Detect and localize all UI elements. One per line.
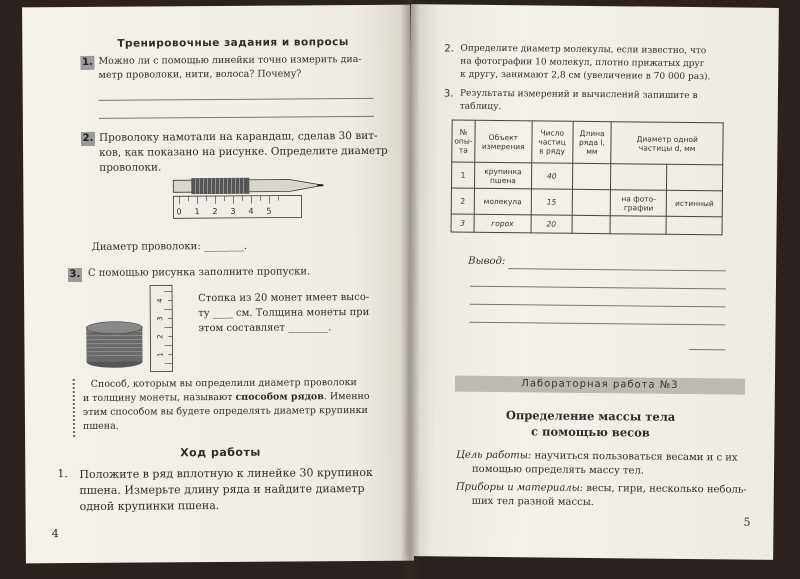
right-page-number: 5 bbox=[743, 515, 751, 529]
rq2-line-1: Определите диаметр молекулы, если известно, что bbox=[460, 43, 707, 57]
method-line-4: пшена. bbox=[82, 420, 119, 432]
q3-line-2: ту ____ см. Толщина монеты при bbox=[198, 306, 370, 320]
rq3-line-2: таблицу. bbox=[459, 101, 502, 113]
cell-row3-diameter-b[interactable] bbox=[666, 216, 722, 235]
ruler-tick-label: 3 bbox=[230, 206, 236, 216]
ruler-tick-label: 4 bbox=[248, 206, 254, 216]
cell-row1-diameter-a[interactable] bbox=[611, 164, 667, 191]
results-table bbox=[451, 120, 724, 236]
q2-line-2: ков, как показано на рисунке. Определите диаметр bbox=[99, 144, 388, 159]
left-heading: Тренировочные задания и вопросы bbox=[117, 36, 349, 50]
cell-row2-count[interactable]: 15 bbox=[531, 189, 572, 215]
q1-line-2: метр проволоки, нити, волоса? Почему? bbox=[98, 68, 302, 81]
goal-line-2: помощью определять массу тел. bbox=[471, 463, 645, 477]
step1-line-1: Положите в ряд вплотную к линейке 30 крупинок bbox=[79, 465, 373, 481]
header-cell-count: Число частиц в ряду bbox=[532, 121, 573, 163]
answer-line bbox=[99, 98, 374, 101]
q2-line-1: Проволоку намотали на карандаш, сделав 30 вит- bbox=[98, 129, 378, 144]
method-line-3: этим способом вы будете определять диаметр крупинки bbox=[82, 404, 368, 418]
goal-label: Цель работы: bbox=[456, 449, 532, 462]
step1-line-2: пшена. Измерьте длину ряда и найдите диаметр bbox=[79, 481, 365, 497]
ruler2-tick-label: 4 bbox=[156, 298, 165, 303]
cell-row2-object: молекула bbox=[474, 188, 531, 215]
ruler2-tick-label: 2 bbox=[156, 334, 165, 339]
conclusion-label: Вывод: bbox=[468, 255, 506, 268]
lab-banner: Лабораторная работа №3 bbox=[455, 376, 745, 395]
q3-line-3: этом составляет ________. bbox=[198, 322, 332, 335]
rq3-number: 3. bbox=[443, 88, 454, 100]
diameter-label: Диаметр проволоки: ________. bbox=[91, 240, 248, 253]
work-heading: Ход работы bbox=[180, 445, 261, 460]
header-cell-length: Длина ряда l, мм bbox=[572, 121, 611, 163]
method-term: способом рядов bbox=[235, 391, 324, 403]
left-page bbox=[22, 5, 414, 564]
rq3-line-1: Результаты измерений и вычислений запишите в bbox=[459, 88, 698, 102]
method-line-1: Способ, которым вы определили диаметр проволоки bbox=[90, 377, 357, 390]
cell-row2-photo: на фото- графии bbox=[611, 190, 667, 217]
cell-row1-count[interactable]: 40 bbox=[531, 163, 572, 189]
lab-title-line-2: с помощью весов bbox=[530, 424, 650, 440]
left-page-number: 4 bbox=[51, 527, 59, 541]
method-line-2: и толщину монеты, называют способом рядов. Именно bbox=[82, 390, 370, 404]
step1-number: 1. bbox=[57, 467, 68, 481]
ruler-tick-label: 0 bbox=[176, 207, 182, 217]
answer-line bbox=[99, 116, 374, 119]
cell-row1-length[interactable] bbox=[572, 163, 611, 189]
cell-row3-count[interactable]: 20 bbox=[531, 215, 572, 233]
right-page bbox=[405, 4, 779, 560]
ruler2-tick-label: 3 bbox=[156, 316, 165, 321]
q3-line-1: Стопка из 20 монет имеет высо- bbox=[198, 291, 370, 305]
cell-row2-length[interactable] bbox=[572, 189, 611, 215]
rq2-line-2: на фотографии 10 молекул, плотно прижатых друг bbox=[460, 56, 705, 70]
book-spine-shadow bbox=[400, 0, 420, 579]
cell-row3-diameter-a[interactable] bbox=[610, 216, 666, 235]
cell-row2-num: 2 bbox=[451, 188, 474, 214]
ruler-tick-label: 1 bbox=[194, 207, 200, 217]
rq2-line-3: к другу, занимают 2,8 см (увеличение в 70 000 раз). bbox=[460, 69, 711, 83]
ruler2-tick-label: 1 bbox=[156, 352, 165, 357]
q3-intro: С помощью рисунка заполните пропуски. bbox=[87, 266, 311, 279]
q1-line-1: Можно ли с помощью линейки точно измерить диа- bbox=[98, 53, 362, 67]
rq2-number: 2. bbox=[444, 43, 455, 55]
conclusion-line[interactable] bbox=[470, 322, 726, 326]
q1-number: 1. bbox=[80, 56, 94, 70]
header-cell-num: № опы- та bbox=[452, 120, 475, 162]
cell-row3-object[interactable]: горох bbox=[474, 214, 531, 233]
cell-row3-length[interactable] bbox=[572, 215, 611, 233]
conclusion-line[interactable] bbox=[470, 304, 726, 308]
coin-stack-illustration bbox=[80, 283, 191, 374]
conclusion-line[interactable] bbox=[508, 268, 726, 271]
conclusion-line[interactable] bbox=[470, 286, 726, 290]
ruler-tick-label: 5 bbox=[266, 206, 272, 216]
q2-number: 2. bbox=[81, 132, 95, 146]
step1-line-3: одной крупинки пшена. bbox=[79, 498, 220, 513]
goal-line-1: Цель работы: научиться пользоваться весами и с их bbox=[456, 449, 738, 464]
conclusion-line[interactable] bbox=[689, 349, 725, 350]
tools-label: Приборы и материалы: bbox=[455, 481, 584, 494]
cell-row3-num[interactable]: 3 bbox=[451, 214, 474, 232]
header-cell-object: Объект измерения bbox=[475, 120, 532, 163]
header-cell-diameter: Диаметр одной частицы d, мм bbox=[611, 122, 723, 165]
q3-number: 3. bbox=[68, 268, 82, 282]
cell-row1-object: крупинка пшена bbox=[474, 162, 531, 189]
cell-row1-diameter-b[interactable] bbox=[667, 164, 723, 191]
tools-line-2: ших тел разной массы. bbox=[471, 495, 594, 509]
method-margin-mark bbox=[73, 379, 79, 437]
ruler-tick-label: 2 bbox=[212, 207, 218, 217]
lab-title-line-1: Определение массы тела bbox=[505, 408, 676, 424]
tools-line-1: Приборы и материалы: весы, гири, несколько неболь- bbox=[455, 481, 747, 496]
cell-row1-num: 1 bbox=[451, 162, 474, 188]
cell-row2-true: истинный bbox=[666, 190, 722, 217]
q2-line-3: проволоки. bbox=[99, 161, 162, 174]
